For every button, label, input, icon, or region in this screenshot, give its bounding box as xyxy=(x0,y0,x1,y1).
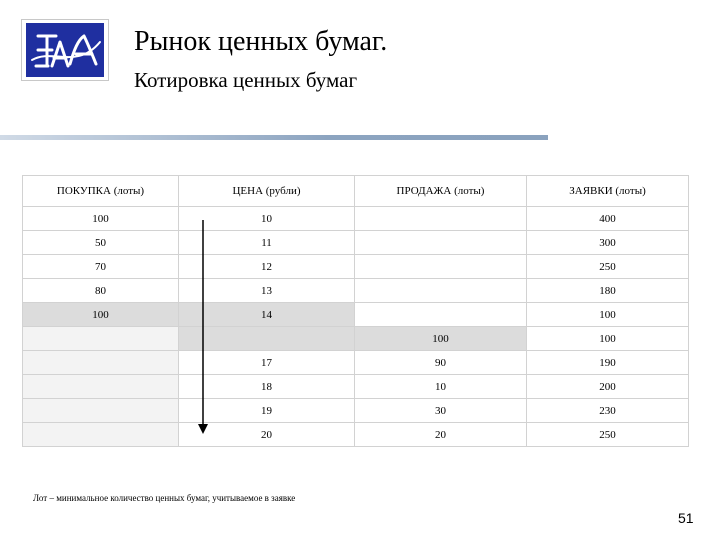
title-divider xyxy=(0,135,548,140)
cell-buy: 80 xyxy=(23,279,179,303)
cell-buy xyxy=(23,351,179,375)
institution-logo xyxy=(21,19,109,81)
cell-sell: 20 xyxy=(355,423,527,447)
cell-sell: 90 xyxy=(355,351,527,375)
cell-sell xyxy=(355,255,527,279)
cell-buy: 70 xyxy=(23,255,179,279)
cell-orders: 100 xyxy=(527,303,689,327)
cell-buy: 100 xyxy=(23,207,179,231)
table-row xyxy=(23,303,689,327)
cell-price: 19 xyxy=(179,399,355,423)
cell-buy: 50 xyxy=(23,231,179,255)
header-buy: ПОКУПКА (лоты) xyxy=(23,176,179,207)
quotation-table xyxy=(22,175,689,447)
cell-price: 13 xyxy=(179,279,355,303)
cell-price: 20 xyxy=(179,423,355,447)
cell-buy: 100 xyxy=(23,303,179,327)
cell-sell xyxy=(355,207,527,231)
cell-sell: 30 xyxy=(355,399,527,423)
cell-buy xyxy=(23,423,179,447)
slide-subtitle: Котировка ценных бумаг xyxy=(134,68,358,92)
cell-sell xyxy=(355,303,527,327)
header-price: ЦЕНА (рубли) xyxy=(179,176,355,207)
cell-buy xyxy=(23,399,179,423)
page-number: 51 xyxy=(678,510,694,526)
table-row xyxy=(23,231,689,255)
table-row xyxy=(23,423,689,447)
cell-sell: 10 xyxy=(355,375,527,399)
cell-orders: 180 xyxy=(527,279,689,303)
cell-price: 10 xyxy=(179,207,355,231)
cell-orders: 300 xyxy=(527,231,689,255)
table-row xyxy=(23,255,689,279)
header-sell: ПРОДАЖА (лоты) xyxy=(355,176,527,207)
cell-sell: 100 xyxy=(355,327,527,351)
slide-title: Рынок ценных бумаг. xyxy=(134,26,388,57)
cell-price: 11 xyxy=(179,231,355,255)
cell-price: 17 xyxy=(179,351,355,375)
table-row xyxy=(23,375,689,399)
table-row xyxy=(23,351,689,375)
cell-buy xyxy=(23,327,179,351)
cell-orders: 230 xyxy=(527,399,689,423)
table-row xyxy=(23,399,689,423)
cell-orders: 400 xyxy=(527,207,689,231)
table-row xyxy=(23,207,689,231)
cell-orders: 200 xyxy=(527,375,689,399)
footnote: Лот – минимальное количество ценных бумаг, учитываемое в заявке xyxy=(33,493,296,503)
header-orders: ЗАЯВКИ (лоты) xyxy=(527,176,689,207)
cell-orders: 250 xyxy=(527,423,689,447)
table-row xyxy=(23,279,689,303)
cell-buy xyxy=(23,375,179,399)
table-header-row xyxy=(23,176,689,207)
cell-price: 12 xyxy=(179,255,355,279)
institution-logo-icon xyxy=(22,20,110,82)
cell-orders: 190 xyxy=(527,351,689,375)
cell-sell xyxy=(355,231,527,255)
cell-price: 18 xyxy=(179,375,355,399)
cell-sell xyxy=(355,279,527,303)
cell-orders: 250 xyxy=(527,255,689,279)
cell-price: 14 xyxy=(179,303,355,327)
cell-orders: 100 xyxy=(527,327,689,351)
down-arrow-icon xyxy=(196,220,210,436)
table-row xyxy=(23,327,689,351)
